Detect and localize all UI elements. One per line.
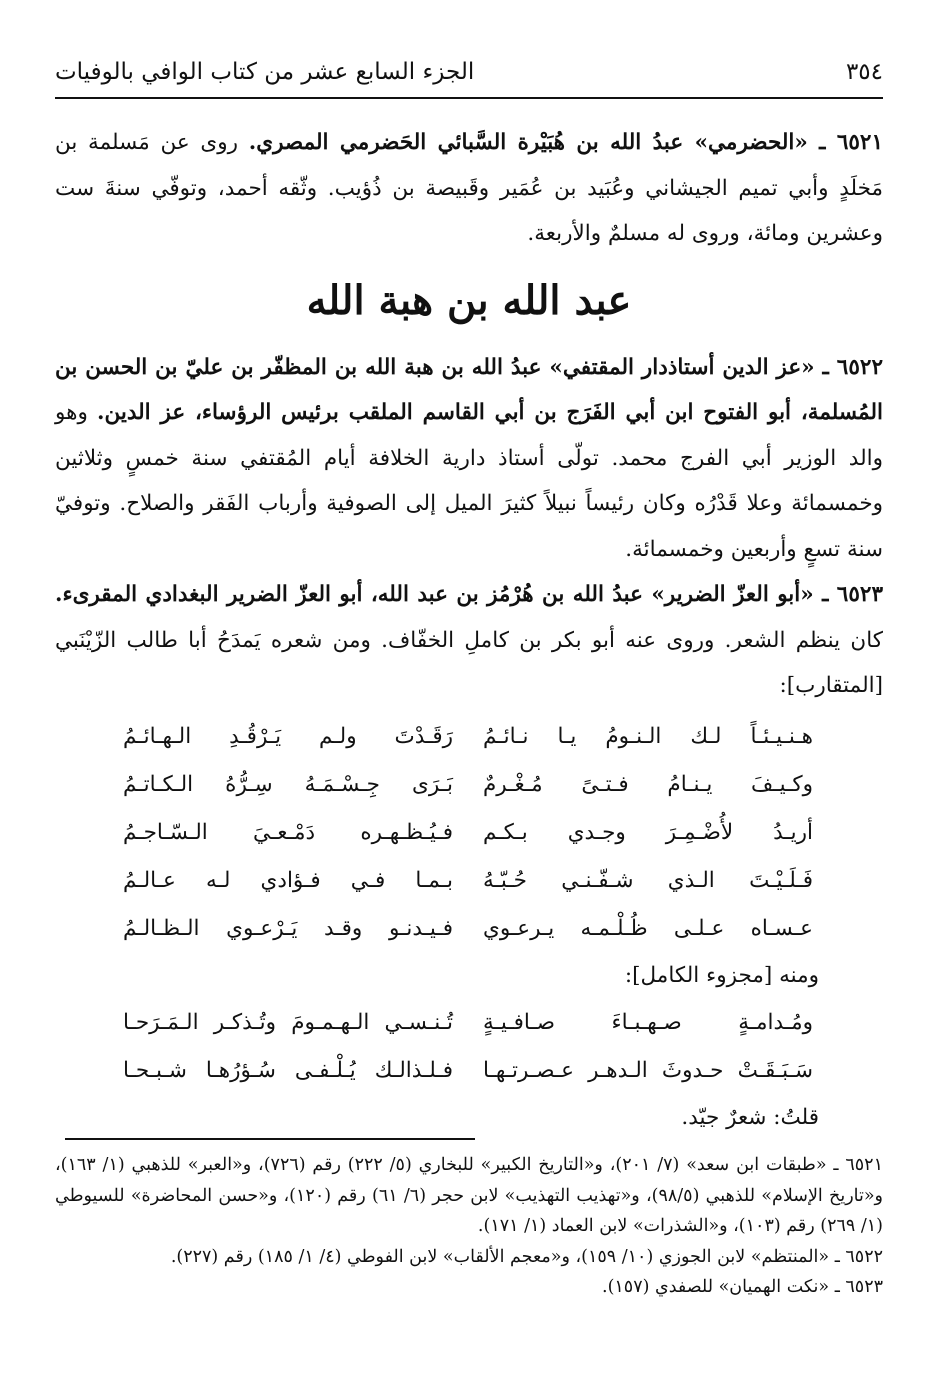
running-title: الجزء السابع عشر من كتاب الوافي بالوفيات (55, 59, 475, 85)
poem-2-intro: ومنه [مجزوء الكامل]: (624, 962, 819, 988)
poem-mutaqarib (55, 713, 883, 953)
closing-remark: قلتُ: شعرٌ جيّد. (681, 1104, 819, 1130)
footnote-6523: ٦٥٢٣ ـ «نكت الهميان» للصفدي (١٥٧). (602, 1277, 883, 1297)
poem-majzu-kamil (55, 999, 883, 1095)
verse-second-hemistich: فـيـدنـو وقـد يَـرْعـوي الـظـالـمُ (123, 915, 453, 941)
verse-first-hemistich: هـنـيـئـاً لـك الـنـومُ يـا نـائـمُ (483, 723, 813, 749)
verse-line (123, 999, 813, 1047)
verse-first-hemistich: عـسـاه عـلـى ظُـلْـمـه يـرعـوي (483, 915, 813, 941)
entry-6523-text: كان ينظم الشعر. وروى عنه أبو بكر بن كاملِ الخفّاف. ومن شعره يَمدَحُ أبا طالب الزّيْنَبي [المتقارب]: (55, 627, 883, 698)
verse-first-hemistich: سَـبَـقَـتْ حـدوثَ الـدهـر عـصـرتـهـا (483, 1057, 813, 1083)
entry-6522-text: وهو والد الوزير أبي الفرج محمد. تولّى أستاذ دارية الخلافة أيام المُقتفي سنة خمسٍ وثلاثين وخمسمائة وعلا قَدْرُه وكان رئيساً نبيلاً كثيرَ الميل إلى الصوفية وأرباب الفَقر والصلاح. وتوفيّ سنة تسعٍ وأربعين وخمسمائة. (55, 400, 883, 562)
verse-line (123, 905, 813, 953)
verse-first-hemistich: أريـدُ لأُضْـمِـرَ وجـدي بـكـم (483, 819, 813, 845)
entry-6522-lead: ٦٥٢٢ ـ «عز الدين أستاذدار المقتفي» عبدُ الله بن هبة الله بن المظفّر بن عليّ بن الحسن بن المُسلمة، أبو الفتوح ابن أبي الفَرَج بن أبي القاسم الملقب برئيس الرؤساء، عز الدين. (55, 354, 883, 425)
entry-6523-lead: ٦٥٢٣ ـ «أبو العزّ الضرير» عبدُ الله بن هُرْمُز بن عبد الله، أبو العزّ الضرير البغدادي المقرىء. (55, 582, 883, 607)
verse-line (123, 761, 813, 809)
verse-first-hemistich: ومُـدامـةٍ صـهـبـاءَ صـافـيـةٍ (483, 1009, 813, 1035)
entry-6521 (55, 120, 883, 257)
entry-6523 (55, 572, 883, 709)
header-divider (55, 97, 883, 99)
verse-line (123, 713, 813, 761)
main-text (55, 120, 883, 1141)
verse-second-hemistich: بَـرَى جِـسْـمَـهُ سِـرُّهُ الـكـاتـمُ (123, 771, 453, 797)
verse-line (123, 1047, 813, 1095)
page-number: ٣٥٤ (845, 59, 883, 85)
footnote-6522: ٦٥٢٢ ـ «المنتظم» لابن الجوزي (١٠/ ١٥٩)، و«معجم الألقاب» لابن الفوطي (٤/ ١/ ١٨٥) رقم (٢٢٧). (170, 1246, 883, 1267)
verse-second-hemistich: رَقَـدْتَ ولـم يَـرْقُـدِ الـهـائـمُ (123, 723, 453, 749)
footnote-divider (65, 1138, 475, 1140)
entry-6522 (55, 345, 883, 573)
footnotes (55, 1150, 883, 1303)
verse-first-hemistich: فَـلَـيْـتَ الـذي شـفّـنـي حُـبّـهُ (483, 867, 813, 893)
entry-6521-text: روى عن مَسلمة بن مَخلَدٍ وأبي تميم الجيشاني وعُبَيد بن عُمَير وقَبيصة بن ذُؤيب. وثّقه أحمد، وتوفّي سنةَ ست وعشرين ومائة، وروى له مسلمٌ والأربعة. (55, 130, 883, 246)
verse-line (123, 809, 813, 857)
verse-first-hemistich: وكـيـفَ يـنـامُ فـتـىً مُـغْـرمٌ (483, 771, 813, 797)
section-title: عبد الله بن هبة الله (306, 276, 632, 324)
verse-second-hemistich: تُـنـسـي الـهـمـومَ وتُـذكـر الـمَـرَحـا (123, 1009, 453, 1035)
page-header (55, 52, 883, 92)
verse-line (123, 857, 813, 905)
footnote-6521: ٦٥٢١ ـ «طبقات ابن سعد» (٧/ ٢٠١)، و«التاريخ الكبير» للبخاري (٥/ ٢٢٢) رقم (٧٢٦)، و«العبر» للذهبي (١/ ١٦٣)، و«تاريخ الإسلام» للذهبي (٩٨/٥)، و«تهذيب التهذيب» لابن حجر (٦/ ٦١) رقم (١٢٠)، و«حسن المحاضرة» للسيوطي (١/ ٢٦٩) رقم (١٠٣)، و«الشذرات» لابن العماد (١/ ١٧١). (55, 1155, 884, 1236)
verse-second-hemistich: فـلـذالـك يُـلْـفـى سُـؤرُهـا شـبـحـا (123, 1057, 453, 1083)
verse-second-hemistich: فـيُـظـهـره دَمْـعـيَ الـسّـاجـمُ (123, 819, 453, 845)
verse-second-hemistich: بـمـا فـي فـؤادي لـه عـالـمُ (123, 867, 453, 893)
entry-6521-lead: ٦٥٢١ ـ «الحضرمي» عبدُ الله بن هُبَيْرة السَّبائي الحَضرمي المصري. (248, 130, 884, 155)
